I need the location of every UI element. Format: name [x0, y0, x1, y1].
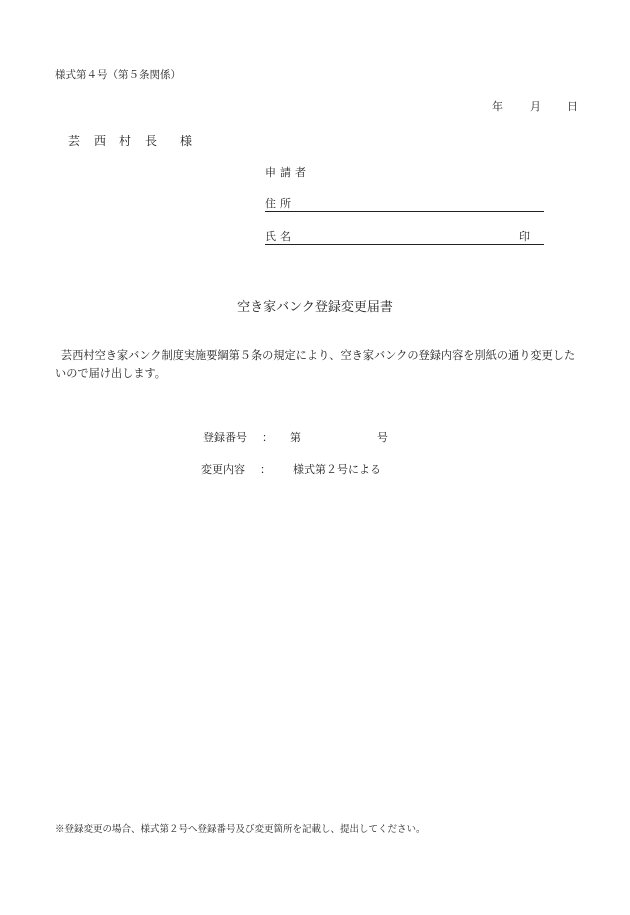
addressee-honorific: 様	[180, 134, 193, 148]
document-title: 空き家バンク登録変更届書	[237, 300, 393, 315]
name-field[interactable]	[265, 228, 544, 245]
seal-mark: 印	[519, 230, 530, 243]
body-paragraph: 芸西村空き家バンク制度実施要綱第５条の規定により、空き家バンクの登録内容を別紙の通り変更したいので届け出します。	[55, 349, 576, 380]
footnote: ※登録変更の場合、様式第２号へ登録番号及び変更箇所を記載し、提出してください。	[55, 824, 426, 835]
addressee-char: 西	[94, 134, 107, 148]
date-year-label: 年	[492, 100, 503, 113]
addressee-char: 長	[145, 134, 158, 148]
change-value: 様式第２号による	[293, 463, 381, 476]
date-month-label: 月	[530, 100, 541, 113]
applicant-label: 申請者	[265, 166, 310, 179]
change-label: 変更内容	[201, 463, 245, 476]
registration-suffix: 号	[377, 431, 388, 444]
date-day-label: 日	[567, 100, 578, 113]
change-colon: ：	[260, 463, 271, 476]
registration-colon: ：	[262, 431, 273, 444]
address-field[interactable]	[265, 195, 544, 212]
name-label: 氏名	[265, 230, 295, 243]
addressee-char: 芸	[68, 134, 81, 148]
address-label: 住所	[265, 197, 295, 210]
registration-label: 登録番号	[203, 431, 247, 444]
addressee-char: 村	[119, 134, 132, 148]
form-number: 様式第４号（第５条関係）	[55, 69, 181, 81]
registration-prefix: 第	[290, 431, 301, 444]
